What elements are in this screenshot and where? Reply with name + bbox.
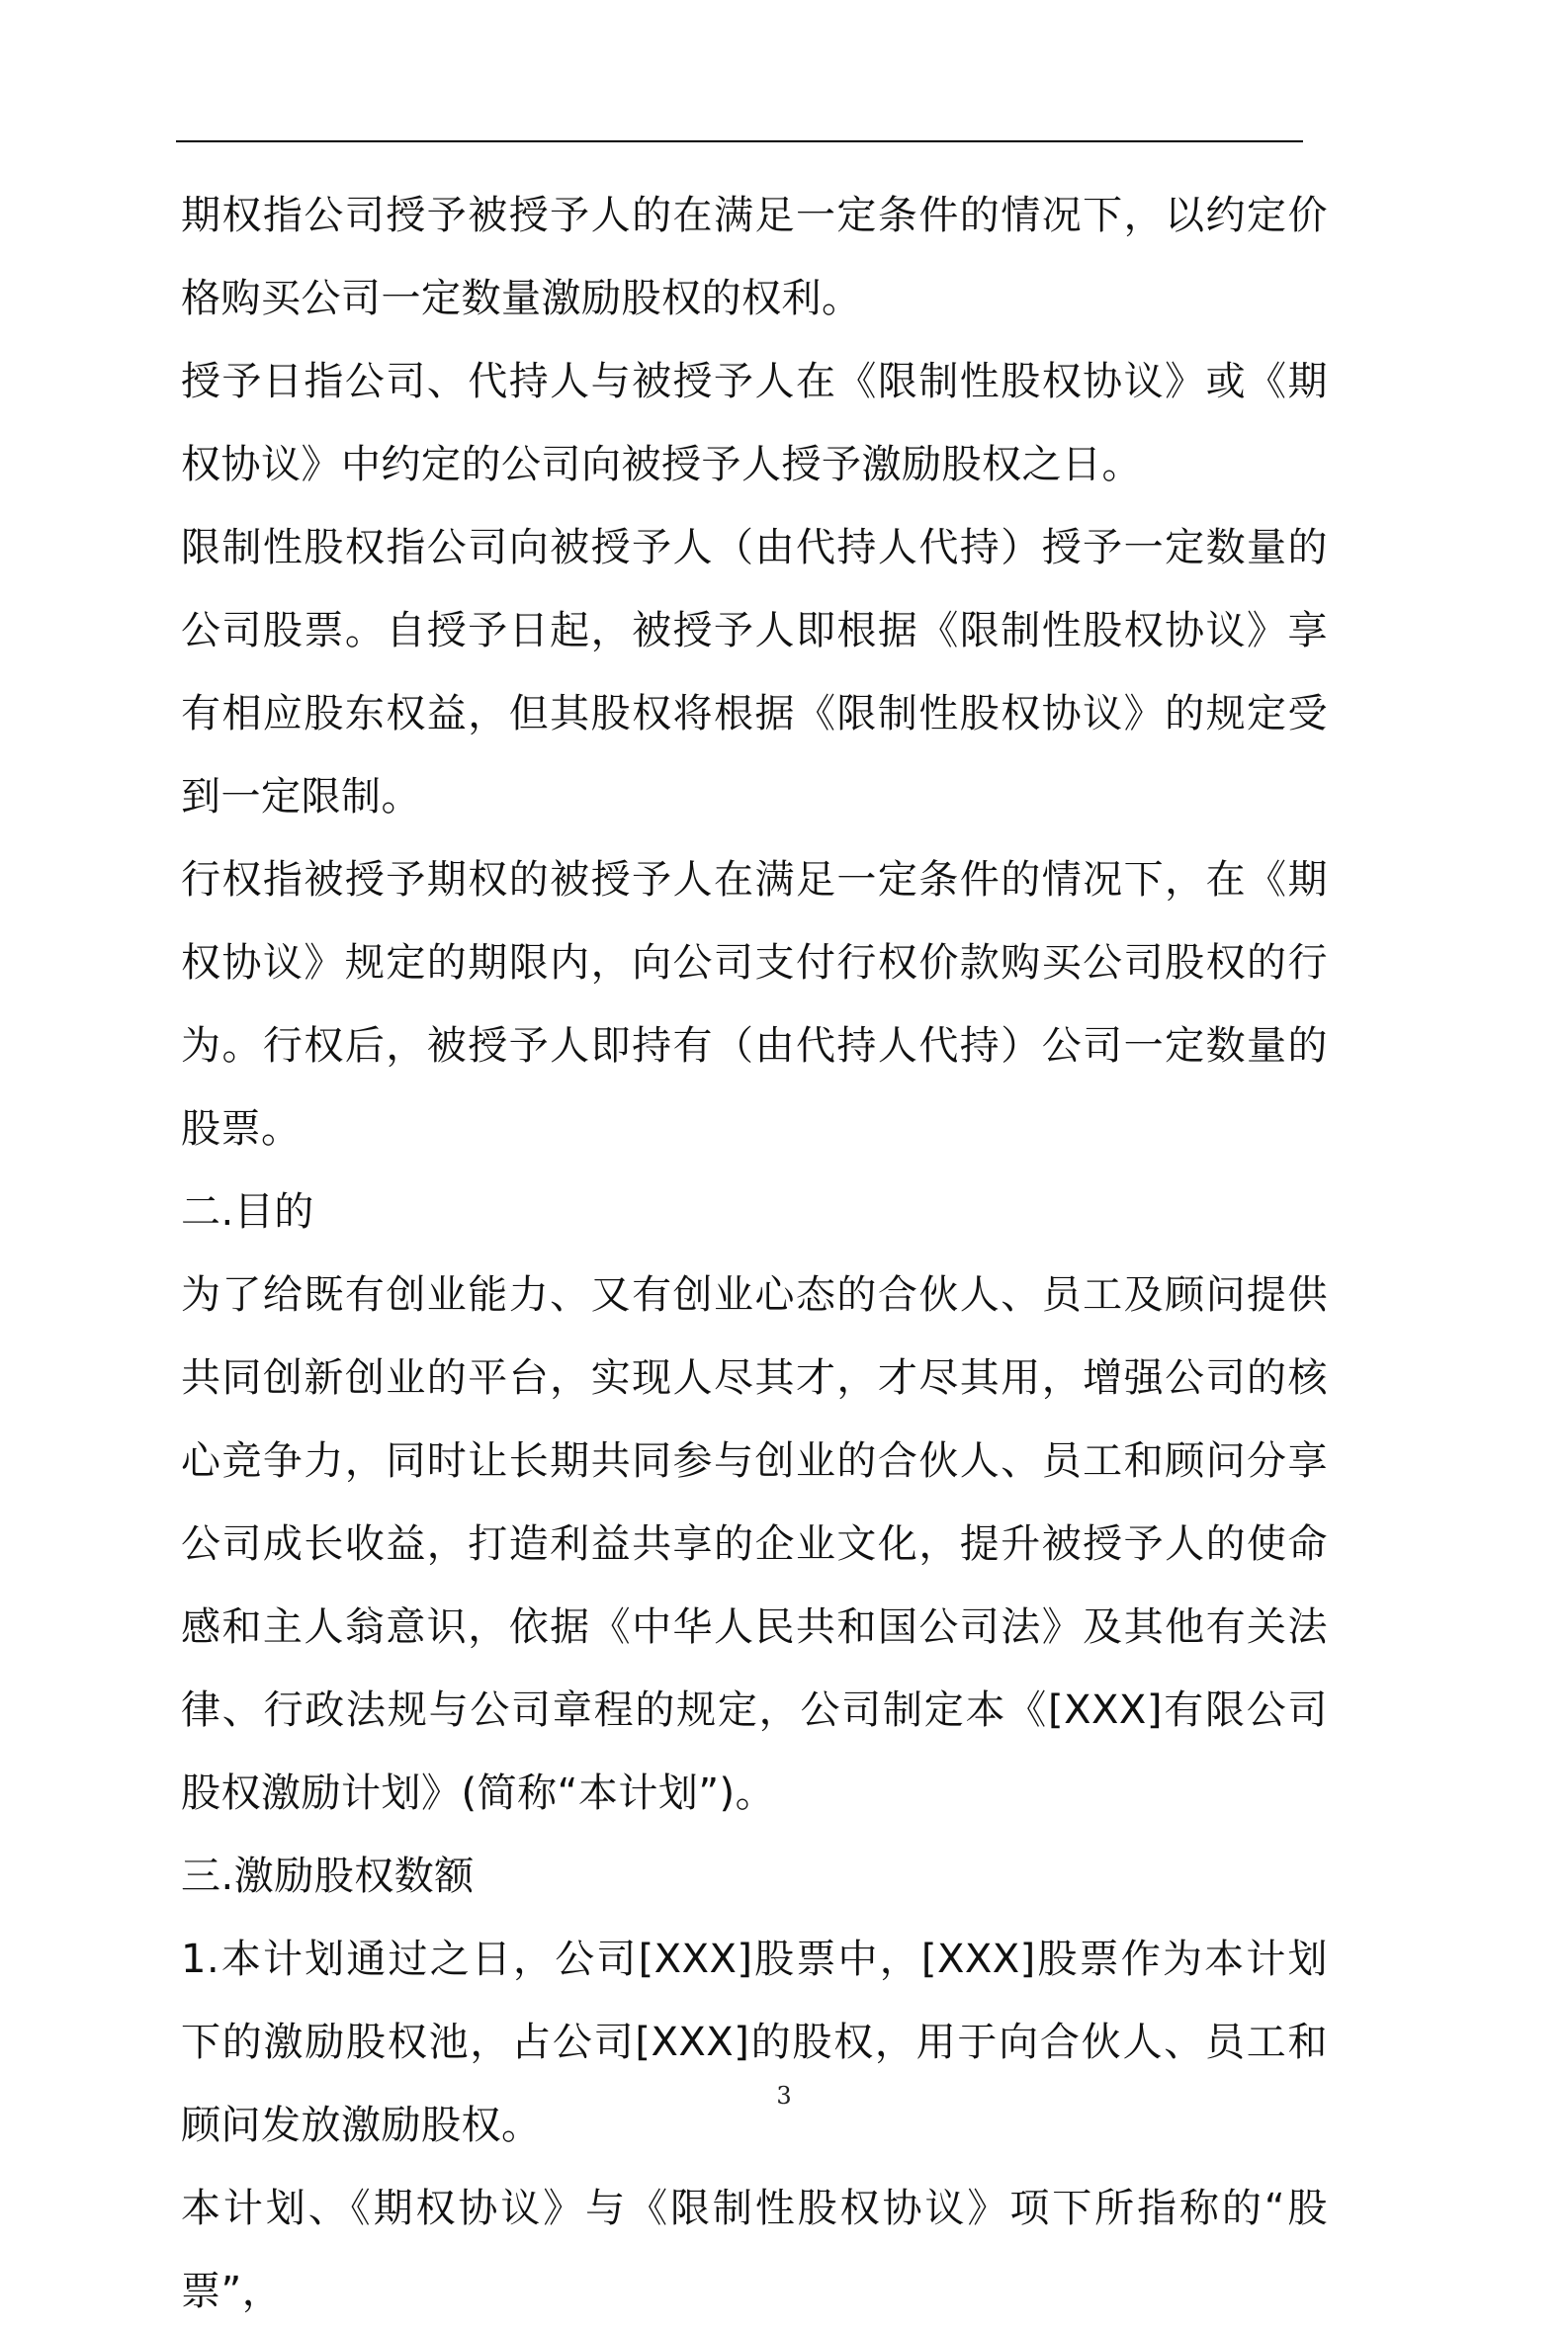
purpose-paragraph: 为了给既有创业能力、又有创业心态的合伙人、员工及顾问提供共同创新创业的平台，实现人尽其才，才尽其用，增强公司的核心竞争力，同时让长期共同参与创业的合伙人、员工和顾问分享公司成长收益，打造利益共享的企业文化，提升被授予人的使命感和主人翁意识，依据《中华人民共和国公司法》及其他有关法律、行政法规与公司章程的规定，公司制定本《[XXX]有限公司股权激励计划》(简称“本计划”)。 <box>181 1272 1328 1816</box>
document-body <box>181 174 1328 2333</box>
equity-amount-paragraph-1: 1.本计划通过之日，公司[XXX]股票中，[XXX]股票作为本计划下的激励股权池，占公司[XXX]的股权，用于向合伙人、员工和顾问发放激励股权。 <box>181 1937 1328 2148</box>
header-rule <box>176 140 1303 142</box>
section-heading-equity-amount: 三.激励股权数额 <box>181 1854 475 1899</box>
equity-amount-paragraph-2: 本计划、《期权协议》与《限制性股权协议》项下所指称的“股票”， <box>181 2186 1328 2314</box>
section-heading-purpose: 二.目的 <box>181 1189 314 1235</box>
page-number: 3 <box>776 2082 792 2110</box>
definition-restricted-equity: 限制性股权指公司向被授予人（由代持人代持）授予一定数量的公司股票。自授予日起，被授予人即根据《限制性股权协议》享有相应股东权益，但其股权将根据《限制性股权协议》的规定受到一定限制。 <box>181 525 1328 820</box>
definition-exercise: 行权指被授予期权的被授予人在满足一定条件的情况下，在《期权协议》规定的期限内，向公司支付行权价款购买公司股权的行为。行权后，被授予人即持有（由代持人代持）公司一定数量的股票。 <box>181 857 1328 1152</box>
definition-option: 期权指公司授予被授予人的在满足一定条件的情况下，以约定价格购买公司一定数量激励股权的权利。 <box>181 193 1328 321</box>
definition-grant-date: 授予日指公司、代持人与被授予人在《限制性股权协议》或《期权协议》中约定的公司向被授予人授予激励股权之日。 <box>181 359 1328 487</box>
